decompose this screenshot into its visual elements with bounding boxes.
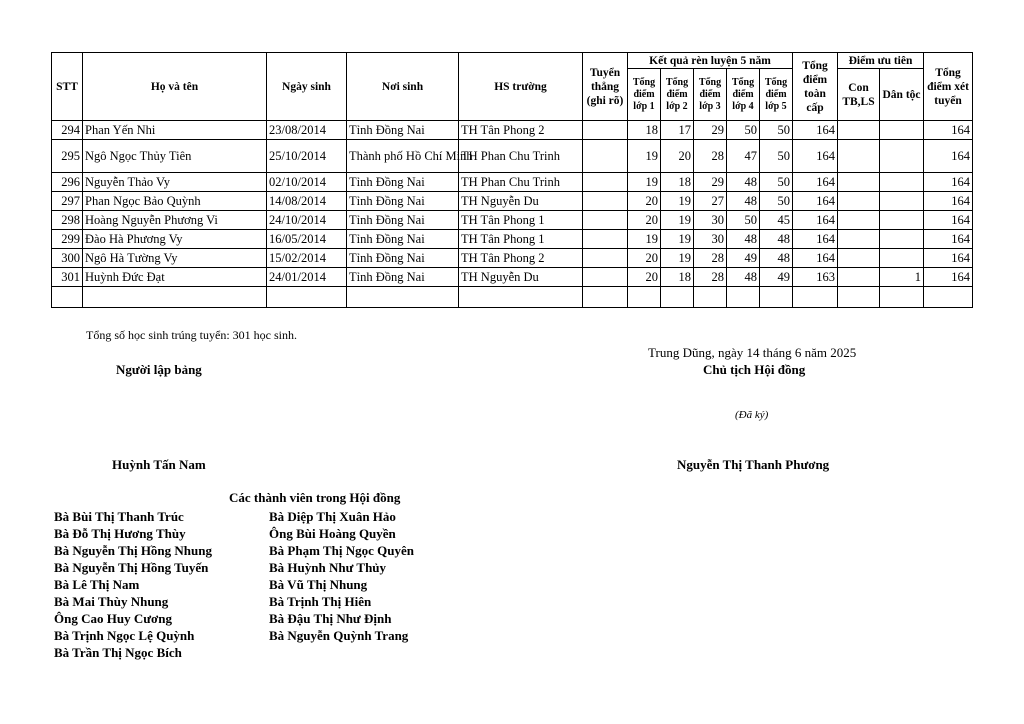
member-name: Bà Đỗ Thị Hương Thùy <box>54 526 186 541</box>
header-dob: Ngày sinh <box>267 53 347 121</box>
cell-total: 164 <box>793 230 838 249</box>
cell-ethnic: 1 <box>880 268 924 287</box>
cell-g1: 19 <box>628 173 661 192</box>
cell-stt: 294 <box>52 121 83 140</box>
cell-school: TH Tân Phong 2 <box>459 121 583 140</box>
cell-g5: 50 <box>760 173 793 192</box>
cell-g1: 20 <box>628 211 661 230</box>
cell-g3: 29 <box>694 121 727 140</box>
cell-empty <box>52 287 83 308</box>
cell-final: 164 <box>924 268 973 287</box>
cell-g5: 48 <box>760 249 793 268</box>
header-grade3: Tổng điểm lớp 3 <box>694 69 727 121</box>
cell-empty <box>880 287 924 308</box>
cell-dob: 02/10/2014 <box>267 173 347 192</box>
cell-name: Ngô Ngọc Thủy Tiên <box>83 140 267 173</box>
cell-stt: 299 <box>52 230 83 249</box>
cell-con <box>838 230 880 249</box>
cell-place: Tỉnh Đồng Nai <box>347 249 459 268</box>
members-title: Các thành viên trong Hội đồng <box>229 490 401 505</box>
summary-text: Tổng số học sinh trúng tuyển: 301 học sinh. <box>86 328 297 342</box>
member-name: Bà Đậu Thị Như Định <box>269 611 392 626</box>
signed-note: (Đã ký) <box>735 409 769 421</box>
cell-final: 164 <box>924 173 973 192</box>
cell-dob: 24/01/2014 <box>267 268 347 287</box>
header-final: Tổng điểm xét tuyển <box>924 53 973 121</box>
cell-empty <box>727 287 760 308</box>
member-name: Bà Trịnh Thị Hiên <box>269 594 372 609</box>
member-name: Ông Cao Huy Cương <box>54 611 172 626</box>
table-row <box>52 173 973 192</box>
members-right-column <box>269 508 414 644</box>
cell-empty <box>628 287 661 308</box>
cell-total: 164 <box>793 249 838 268</box>
member-name: Bà Bùi Thị Thanh Trúc <box>54 509 184 524</box>
cell-stt: 297 <box>52 192 83 211</box>
cell-empty <box>347 287 459 308</box>
cell-ethnic <box>880 140 924 173</box>
cell-dob: 14/08/2014 <box>267 192 347 211</box>
cell-name: Ngô Hà Tường Vy <box>83 249 267 268</box>
cell-place: Tỉnh Đồng Nai <box>347 121 459 140</box>
cell-g2: 20 <box>661 140 694 173</box>
date-line: Trung Dũng, ngày 14 tháng 6 năm 2025 <box>648 345 857 360</box>
cell-empty <box>583 287 628 308</box>
cell-g2: 19 <box>661 211 694 230</box>
cell-g2: 19 <box>661 192 694 211</box>
cell-g3: 29 <box>694 173 727 192</box>
cell-direct <box>583 121 628 140</box>
cell-final: 164 <box>924 249 973 268</box>
member-name: Bà Diệp Thị Xuân Hảo <box>269 509 396 524</box>
cell-ethnic <box>880 121 924 140</box>
cell-empty <box>661 287 694 308</box>
member-name: Bà Nguyễn Quỳnh Trang <box>269 628 409 643</box>
table-row-empty <box>52 287 973 308</box>
cell-stt: 296 <box>52 173 83 192</box>
cell-g1: 20 <box>628 268 661 287</box>
cell-place: Tỉnh Đồng Nai <box>347 268 459 287</box>
header-grade4: Tổng điểm lớp 4 <box>727 69 760 121</box>
cell-g4: 48 <box>727 268 760 287</box>
cell-place: Tỉnh Đồng Nai <box>347 173 459 192</box>
cell-g2: 17 <box>661 121 694 140</box>
cell-g1: 20 <box>628 192 661 211</box>
member-name: Bà Trịnh Ngọc Lệ Quỳnh <box>54 628 195 643</box>
cell-g4: 48 <box>727 173 760 192</box>
cell-empty <box>760 287 793 308</box>
header-direct: Tuyển thẳng (ghi rõ) <box>583 53 628 121</box>
cell-direct <box>583 192 628 211</box>
header-total: Tổng điểm toàn cấp <box>793 53 838 121</box>
cell-final: 164 <box>924 230 973 249</box>
cell-stt: 300 <box>52 249 83 268</box>
header-grade5: Tổng điểm lớp 5 <box>760 69 793 121</box>
chair-name: Nguyễn Thị Thanh Phương <box>677 457 830 472</box>
cell-total: 164 <box>793 211 838 230</box>
cell-school: TH Tân Phong 2 <box>459 249 583 268</box>
header-stt: STT <box>52 53 83 121</box>
cell-g4: 48 <box>727 230 760 249</box>
cell-g5: 50 <box>760 192 793 211</box>
cell-total: 164 <box>793 140 838 173</box>
cell-empty <box>459 287 583 308</box>
cell-con <box>838 211 880 230</box>
cell-empty <box>924 287 973 308</box>
cell-direct <box>583 211 628 230</box>
cell-g3: 30 <box>694 211 727 230</box>
cell-g5: 45 <box>760 211 793 230</box>
cell-name: Phan Ngọc Bảo Quỳnh <box>83 192 267 211</box>
member-name: Bà Phạm Thị Ngọc Quyên <box>269 543 414 558</box>
cell-stt: 298 <box>52 211 83 230</box>
header-name: Họ và tên <box>83 53 267 121</box>
cell-total: 164 <box>793 192 838 211</box>
cell-dob: 15/02/2014 <box>267 249 347 268</box>
header-grade1: Tổng điểm lớp 1 <box>628 69 661 121</box>
cell-g2: 18 <box>661 268 694 287</box>
cell-g2: 19 <box>661 249 694 268</box>
cell-g4: 50 <box>727 121 760 140</box>
cell-school: TH Tân Phong 1 <box>459 211 583 230</box>
cell-direct <box>583 249 628 268</box>
cell-place: Tỉnh Đồng Nai <box>347 230 459 249</box>
cell-school: TH Tân Phong 1 <box>459 230 583 249</box>
cell-final: 164 <box>924 140 973 173</box>
member-name: Bà Nguyễn Thị Hồng Tuyến <box>54 560 209 575</box>
cell-g3: 28 <box>694 140 727 173</box>
cell-g2: 19 <box>661 230 694 249</box>
header-priority-ethnic: Dân tộc <box>880 69 924 121</box>
member-name: Bà Huỳnh Như Thủy <box>269 560 387 575</box>
header-birthplace: Nơi sinh <box>347 53 459 121</box>
table-row <box>52 140 973 173</box>
cell-dob: 25/10/2014 <box>267 140 347 173</box>
cell-total: 163 <box>793 268 838 287</box>
cell-g4: 50 <box>727 211 760 230</box>
cell-g5: 49 <box>760 268 793 287</box>
member-name: Ông Bùi Hoàng Quyền <box>269 526 396 541</box>
table-row <box>52 192 973 211</box>
cell-stt: 295 <box>52 140 83 173</box>
cell-school: TH Phan Chu Trinh <box>459 140 583 173</box>
cell-school: TH Phan Chu Trinh <box>459 173 583 192</box>
cell-final: 164 <box>924 211 973 230</box>
cell-g4: 47 <box>727 140 760 173</box>
cell-stt: 301 <box>52 268 83 287</box>
header-priority-group: Điểm ưu tiên <box>838 53 924 69</box>
table-row <box>52 211 973 230</box>
table-row <box>52 230 973 249</box>
members-left-column <box>54 508 212 661</box>
cell-dob: 24/10/2014 <box>267 211 347 230</box>
cell-place: Thành phố Hồ Chí Minh <box>347 140 459 173</box>
cell-con <box>838 192 880 211</box>
chair-title: Chủ tịch Hội đồng <box>703 362 806 377</box>
cell-con <box>838 121 880 140</box>
cell-place: Tỉnh Đồng Nai <box>347 211 459 230</box>
member-name: Bà Trần Thị Ngọc Bích <box>54 645 182 660</box>
cell-direct <box>583 268 628 287</box>
cell-name: Đào Hà Phương Vy <box>83 230 267 249</box>
cell-total: 164 <box>793 173 838 192</box>
cell-direct <box>583 230 628 249</box>
header-school: HS trường <box>459 53 583 121</box>
cell-empty <box>694 287 727 308</box>
cell-direct <box>583 140 628 173</box>
cell-ethnic <box>880 230 924 249</box>
cell-g5: 50 <box>760 121 793 140</box>
cell-g5: 48 <box>760 230 793 249</box>
cell-empty <box>838 287 880 308</box>
cell-g1: 20 <box>628 249 661 268</box>
cell-con <box>838 173 880 192</box>
cell-con <box>838 140 880 173</box>
cell-g3: 28 <box>694 268 727 287</box>
cell-total: 164 <box>793 121 838 140</box>
cell-con <box>838 268 880 287</box>
table-body <box>52 121 973 308</box>
preparer-title: Người lập bảng <box>116 362 202 377</box>
cell-dob: 16/05/2014 <box>267 230 347 249</box>
table-row <box>52 249 973 268</box>
table-header <box>52 53 973 121</box>
header-results-group: Kết quả rèn luyện 5 năm <box>628 53 793 69</box>
cell-final: 164 <box>924 121 973 140</box>
cell-g5: 50 <box>760 140 793 173</box>
cell-empty <box>267 287 347 308</box>
cell-place: Tỉnh Đồng Nai <box>347 192 459 211</box>
cell-name: Hoàng Nguyễn Phương Vi <box>83 211 267 230</box>
admission-table <box>51 52 973 308</box>
cell-g2: 18 <box>661 173 694 192</box>
cell-g4: 48 <box>727 192 760 211</box>
cell-empty <box>793 287 838 308</box>
cell-ethnic <box>880 173 924 192</box>
cell-g4: 49 <box>727 249 760 268</box>
member-name: Bà Nguyễn Thị Hồng Nhung <box>54 543 212 558</box>
cell-con <box>838 249 880 268</box>
member-name: Bà Lê Thị Nam <box>54 577 140 592</box>
header-priority-con: Con TB,LS <box>838 69 880 121</box>
cell-name: Huỳnh Đức Đạt <box>83 268 267 287</box>
cell-direct <box>583 173 628 192</box>
cell-g3: 30 <box>694 230 727 249</box>
cell-g3: 27 <box>694 192 727 211</box>
cell-g1: 18 <box>628 121 661 140</box>
table-row <box>52 268 973 287</box>
cell-g1: 19 <box>628 230 661 249</box>
cell-name: Nguyễn Thảo Vy <box>83 173 267 192</box>
table-row <box>52 121 973 140</box>
cell-ethnic <box>880 211 924 230</box>
cell-g1: 19 <box>628 140 661 173</box>
cell-school: TH Nguyễn Du <box>459 268 583 287</box>
cell-empty <box>83 287 267 308</box>
cell-school: TH Nguyễn Du <box>459 192 583 211</box>
member-name: Bà Mai Thùy Nhung <box>54 594 169 609</box>
cell-ethnic <box>880 192 924 211</box>
header-grade2: Tổng điểm lớp 2 <box>661 69 694 121</box>
cell-ethnic <box>880 249 924 268</box>
member-name: Bà Vũ Thị Nhung <box>269 577 368 592</box>
cell-g3: 28 <box>694 249 727 268</box>
cell-name: Phan Yến Nhi <box>83 121 267 140</box>
cell-dob: 23/08/2014 <box>267 121 347 140</box>
preparer-name: Huỳnh Tấn Nam <box>112 457 206 472</box>
cell-final: 164 <box>924 192 973 211</box>
